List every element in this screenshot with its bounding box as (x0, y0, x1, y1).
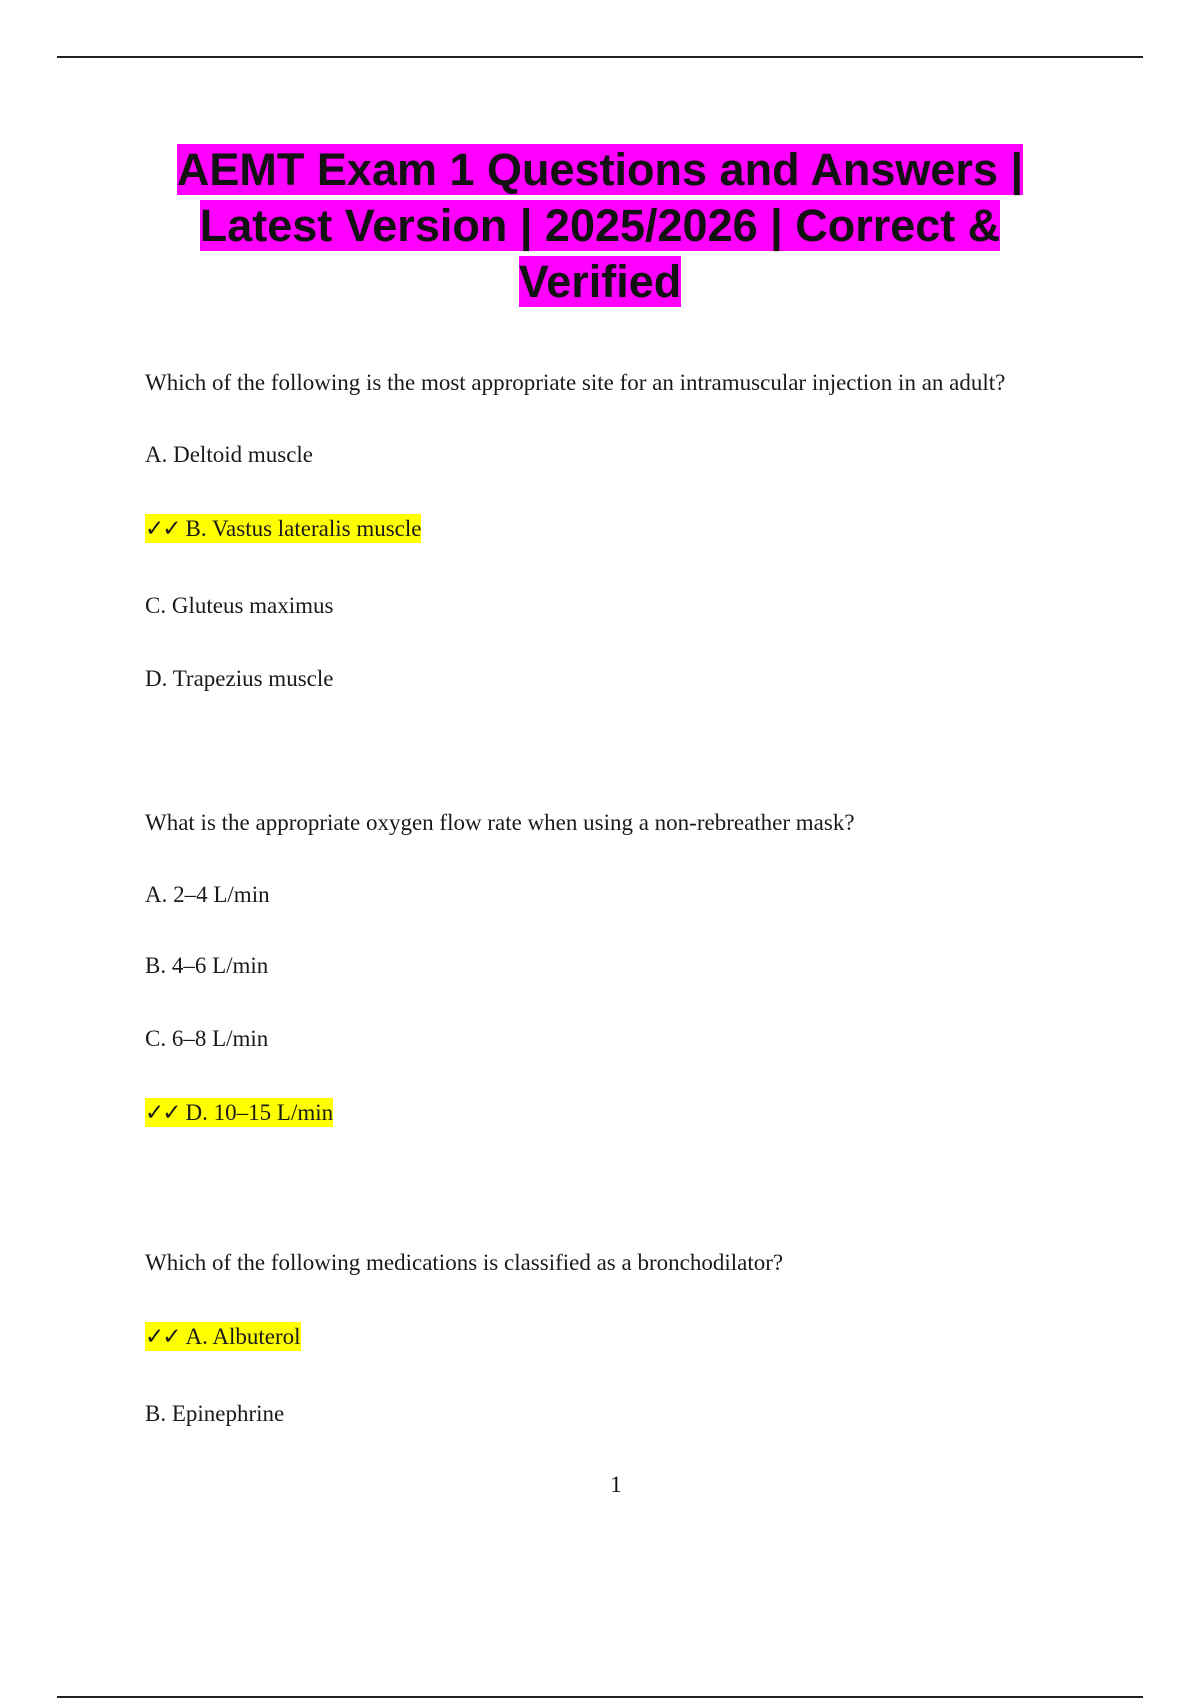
question-2-text: What is the appropriate oxygen flow rate when using a non-rebreather mask? (145, 810, 855, 835)
question-1-option-c: C. Gluteus maximus (145, 593, 334, 618)
question-3-option-a: A. Albuterol (185, 1324, 301, 1349)
question-1-text: Which of the following is the most appropriate site for an intramuscular injection in an adult? (145, 370, 1006, 395)
double-check-icon: ✓✓ (145, 1324, 180, 1349)
question-2-option-a: A. 2–4 L/min (145, 882, 270, 907)
question-1-option-b: B. Vastus lateralis muscle (185, 516, 422, 541)
answer-highlight (145, 1322, 301, 1351)
question-1-option-a: A. Deltoid muscle (145, 442, 313, 467)
document-title (140, 142, 1060, 310)
question-2-option-b: B. 4–6 L/min (145, 953, 269, 978)
question-2-option-d-correct (145, 1098, 333, 1128)
question-3-text: Which of the following medications is classified as a bronchodilator? (145, 1250, 784, 1275)
page-number: 1 (610, 1472, 622, 1497)
top-rule (57, 56, 1143, 58)
question-3-option-a-correct (145, 1322, 301, 1352)
bottom-rule (57, 1696, 1143, 1698)
question-2-option-d: D. 10–15 L/min (185, 1100, 334, 1125)
question-1-option-d: D. Trapezius muscle (145, 666, 334, 691)
document-title-text: AEMT Exam 1 Questions and Answers | Latest Version | 2025/2026 | Correct & Verified (176, 144, 1024, 307)
double-check-icon: ✓✓ (145, 516, 180, 541)
question-2-option-c: C. 6–8 L/min (145, 1026, 269, 1051)
question-3-option-b: B. Epinephrine (145, 1401, 285, 1426)
answer-highlight (145, 514, 421, 543)
answer-highlight (145, 1098, 333, 1127)
double-check-icon: ✓✓ (145, 1100, 180, 1125)
question-1-option-b-correct (145, 514, 421, 544)
